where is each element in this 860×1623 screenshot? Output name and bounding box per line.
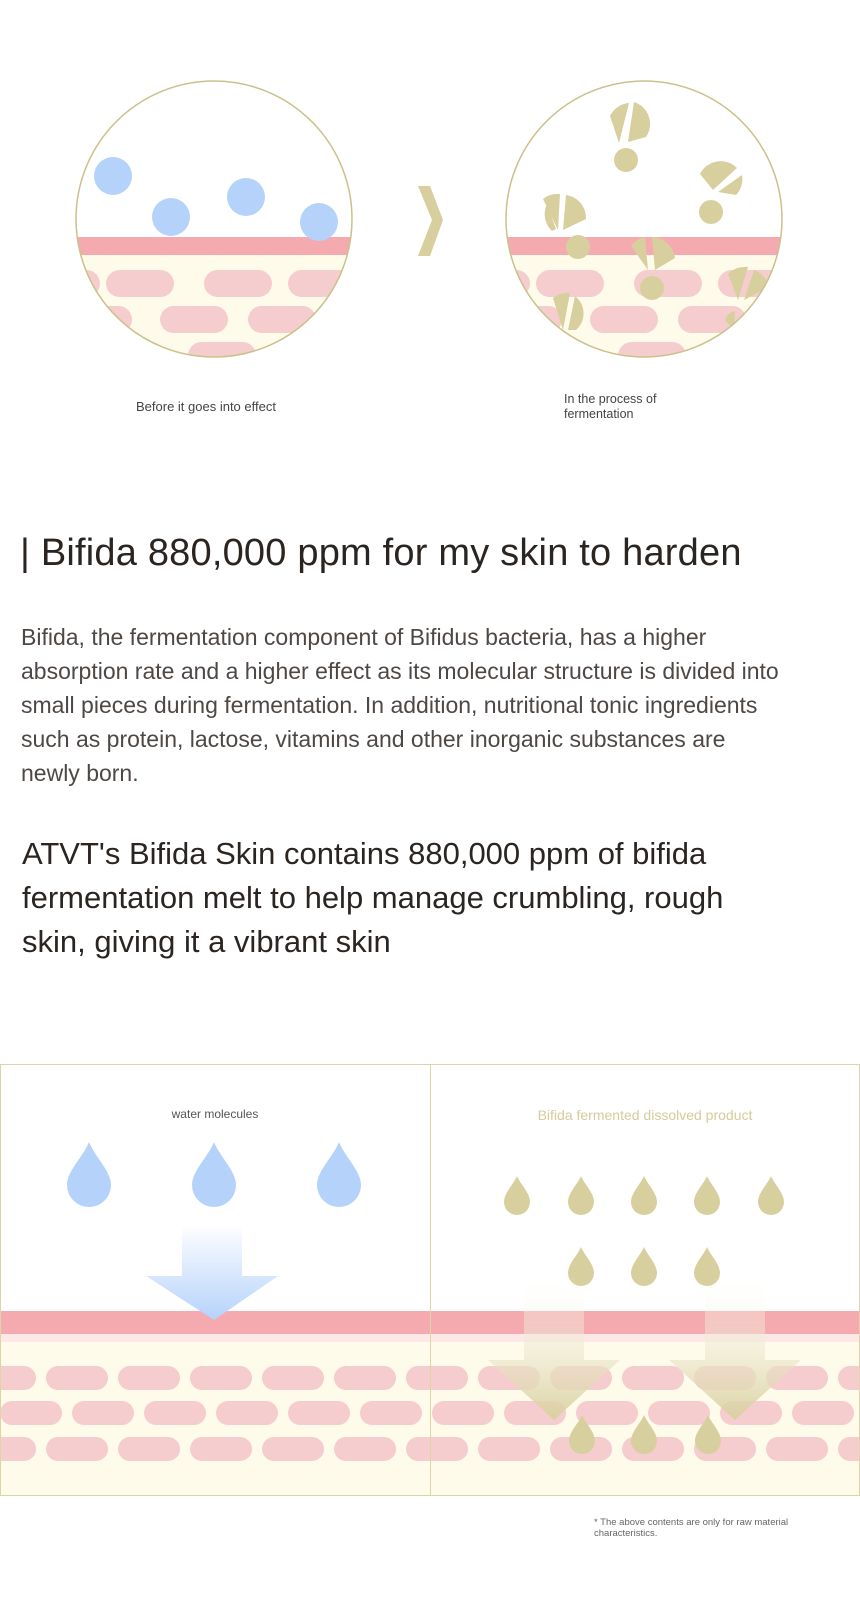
before-circle — [20, 80, 440, 425]
section-heading: | Bifida 880,000 ppm for my skin to harden — [20, 532, 742, 574]
process-caption: In the process of fermentation — [564, 392, 657, 421]
bottom-diagram — [0, 1064, 860, 1496]
water-molecules-label: water molecules — [171, 1107, 259, 1121]
lead-statement: ATVT's Bifida Skin contains 880,000 ppm of bifida fermentation melt to help manage crumbling, rough skin, giving it a vibrant skin — [22, 836, 724, 959]
bifida-product-label: Bifida fermented dissolved product — [537, 1107, 753, 1123]
fermentation-circle — [450, 80, 860, 425]
chevron-right-icon — [418, 186, 443, 256]
molecule-dot — [94, 157, 132, 195]
top-diagram — [0, 0, 860, 440]
molecule-dot — [227, 178, 265, 216]
molecule-dot — [300, 203, 338, 241]
section-paragraph: Bifida, the fermentation component of Bifidus bacteria, has a higher absorption rate and a higher effect as its molecular structure is divided into small pieces during fermentation. In addition, nutritional tonic ingredients such as protein, lactose, vitamins and other inorganic substances are newly born. — [21, 624, 779, 786]
footnote: * The above contents are only for raw material characteristics. — [594, 1517, 789, 1539]
molecule-dot — [152, 198, 190, 236]
before-caption: Before it goes into effect — [136, 399, 276, 414]
